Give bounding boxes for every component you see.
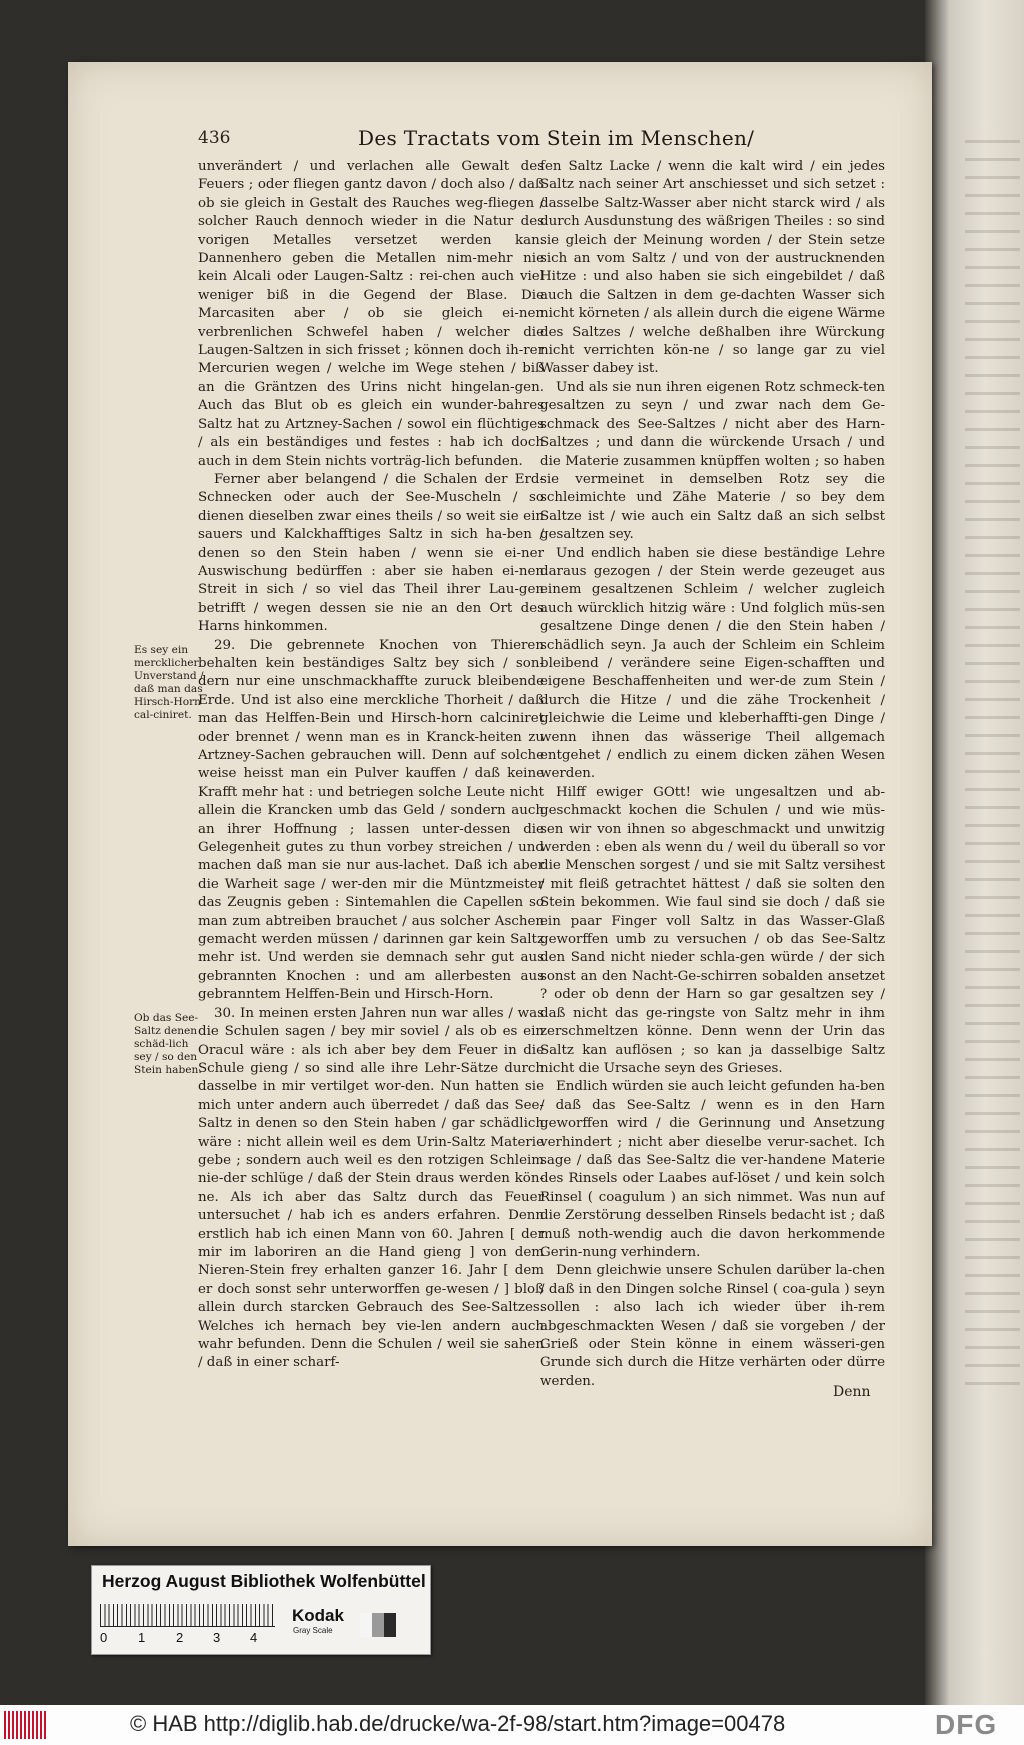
margin-note: Ob das See-Saltz denen schäd-lich sey / so den Stein haben.	[134, 1012, 202, 1076]
page-header	[198, 126, 778, 154]
paragraph: Denn gleichwie unsere Schulen darüber la-chen / daß in den Dingen solche Rinsel ( coa-gula ) seyn sollen : also lach ich wieder über ih-rem abgeschmackten Wesen / daß sie vorgeben / der Grieß oder Stein könne in einem wässeri-gen Grunde sich durch die Hitze verhärten oder dürre werden.	[540, 1263, 885, 1389]
paragraph: Und endlich haben sie diese beständige Lehre daraus gezogen / der Stein werde gezeuget aus einem gesaltzenen Schleim / welcher zugleich auch würcklich hitzig wäre : Und folglich müs-sen gesaltzene Dinge denen / die den Stein haben / schädlich seyn. Ja auch der Schleim ein Schleim bleibend / verändere seine Eigen-schafften und eigene Beschaffenheiten und wer-de zum Stein / durch die Hitze / und die zähe Trockenheit / gleichwie die Leime und kleberhaffti-gen Dinge / wenn ihnen das wässerige Theil allgemach entgehet / endlich zu einem dicken zähen Wesen werden.	[540, 545, 885, 782]
gray-patches	[360, 1613, 396, 1637]
ruler-number: 1	[138, 1630, 146, 1645]
book-page	[68, 62, 932, 1546]
margin-note: Es sey ein mercklicher Unverstand / daß man das Hirsch-Horn cal-ciniret.	[134, 644, 204, 721]
right-column	[540, 158, 885, 1398]
facing-page-edge	[925, 0, 1024, 1705]
paragraph: Endlich würden sie auch leicht gefunden ha-ben / daß das See-Saltz / wenn es in den Harn geworffen wird / die Gerinnung und Ansetzung verhindert ; nicht aber dieselbe verur-sachet. Ich sage / daß das See-Saltz die ver-handene Materie des Rinsels oder Laabes auf-löset / und kein solch Rinsel ( coagulum ) an sich nimmet. Was nun auf die Zerstörung desselben Rinsels bedacht ist ; daß muß noth-wendig auch die davon herkommende Gerin-nung verhindern.	[540, 1079, 885, 1260]
paragraph: 30. In meinen ersten Jahren nun war alles / was die Schulen sagen / bey mir soviel / als ob es ein Oracul wäre : als ich aber bey dem Feuer in die Schule gieng / so sind alle ihre Lehr-Sätze durch dasselbe in mir vertilget wor-den. Nun hatten sie mich unter andern auch überredet / daß das See-Saltz in denen so den Stein haben / gar schädlich wäre : nicht allein weil es dem Urin-Saltz Materie gebe ; sondern auch weil es den rotzigen Schleim nie-der schlüge / daß der Stein draus werden kön-ne. Als ich aber das Saltz durch das Feuer untersuchet / hab ich es anders erfahren. Denn erstlich hab ich einen Mann von 60. Jahren [ der mir im laboriren an die Hand gieng ] von dem Nieren-Stein frey erhalten ganzer 16. Jahr [ dem er doch sonst sehr unterworffen ge-wesen / ] bloß allein durch starcken Gebrauch des See-Saltzes. Welches ich hernach bey vie-len andern auch wahr befunden. Denn die Schulen / weil sie sahen / daß in einer scharf-	[198, 1005, 544, 1371]
ruler-number: 3	[213, 1630, 221, 1645]
paragraph: Hilff ewiger GOtt! wie ungesaltzen und ab-geschmackt kochen die Schulen / und wie müs-sen wir von ihnen so abgeschmackt und unwitzig werden : eben als wenn du / weil du überall so vor die Menschen sorgest / und sie mit Saltz versihest / mit fleiß getrachtet hättest / daß sie solten den Stein bekommen. Wie faul sind sie doch / daß sie ein paar Finger voll Saltz in das Wasser-Glaß geworffen umb zu versuchen / ob das See-Saltz den Sand nicht nieder schla-gen würde / der sich sonst an den Nacht-Ge-schirren sobalden ansetzet ? oder ob denn der Harn so gar gesaltzen sey / daß nicht das ge-ringste von Saltz mehr in ihm zerschmeltzen könne. Denn wenn der Urin das Saltz kan auflösen ; so kan ja dasselbige Saltz nicht die Ursache seyn des Grieses.	[540, 784, 885, 1076]
kodak-logo: Kodak	[292, 1606, 344, 1625]
catchword: Denn	[833, 1384, 871, 1400]
ruler-number: 0	[100, 1630, 108, 1645]
hab-logo-icon	[4, 1711, 46, 1739]
running-head: Des Tractats vom Stein im Menschen/	[358, 126, 755, 150]
left-column	[198, 158, 544, 1398]
paragraph: Ferner aber belangend / die Schalen der Erd-Schnecken oder auch der See-Muscheln / so dienen dieselben zwar eines theils / so weit sie ein sauers und Kalckhafftiges Saltz in sich ha-ben / denen so den Stein haben / wenn sie ei-ner Auswischung bedürffen : aber sie haben ei-nen Streit in sich / so viel das Theil ihrer Lau-gen betrifft / wegen dessen sie nie an den Ort des Harns hinkommen.	[198, 471, 544, 635]
library-color-scale-label	[91, 1565, 431, 1655]
paragraph: unverändert / und verlachen alle Gewalt des Feuers ; oder fliegen gantz davon / doch also / daß ob sie gleich in Gestalt des Rauches weg-fliegen / solcher Rauch dennoch wieder in die Natur des vorigen Metalles versetzet werden kan. Dannenhero geben die Metallen nim-mehr nie kein Alcali oder Laugen-Saltz : rei-chen auch viel weniger biß in die Gegend der Blase. Die Marcasiten aber / ob sie gleich ei-nen verbrenlichen Schwefel haben / welcher die Laugen-Saltzen in sich frisset ; können doch ih-rer Mercurien wegen / welche im Wege stehen / biß an die Gräntzen des Urins nicht hingelan-gen. Auch das Blut ob es gleich ein wunder-bahres Saltz hat zu Artzney-Sachen / sowol ein flüchtiges / als ein beständiges und festes : hab ich doch auch in dem Stein nichts vorträg-lich befunden.	[198, 159, 544, 469]
library-name: Herzog August Bibliothek Wolfenbüttel	[102, 1571, 426, 1591]
page-number: 436	[198, 128, 231, 148]
paragraph: fen Saltz Lacke / wenn die kalt wird / ein jedes Saltz nach seiner Art anschiesset und sich setzet : dasselbe Saltz-Wasser aber nicht starck wird / als durch Ausdunstung des wäßrigen Theiles : so sind sie gleich der Meinung worden / der Stein setze sich an vom Saltz / und von der austrucknenden Hitze : und also haben sie sich eingebildet / daß auch die Saltzen in dem ge-dachten Wasser sich nicht körneten / als allein durch die eigene Wärme des Saltzes / welche deßhalben ihre Würckung nicht verrichten kön-ne / so lange gar zu viel Wasser dabey ist.	[540, 159, 885, 377]
ruler-scale	[100, 1604, 275, 1627]
ruler-number: 4	[250, 1630, 258, 1645]
paragraph: Und als sie nun ihren eigenen Rotz schmeck-ten gesaltzen zu seyn / und zwar nach dem Ge-schmack des See-Saltzes / nicht aber des Harn-Saltzes ; und dann die würckende Ursach / und die Materie zusammen knüpffen wolten ; so haben sie vermeinet in demselben Rotz sey die schleimichte und Zähe Materie / so bey dem Saltze ist / wie auch ein Saltz daß an sich selbst gesaltzen sey.	[540, 379, 885, 543]
gray-scale-caption: Gray Scale	[293, 1626, 333, 1635]
paragraph: 29. Die gebrennete Knochen von Thieren behalten kein beständiges Saltz bey sich / son-dern nur eine unschmackhaffte zuruck bleibende Erde. Und ist also eine merckliche Thorheit / daß man das Helffen-Bein und Hirsch-horn calciniret oder brennet / wenn man es in Kranck-heiten zu Artzney-Sachen gebrauchen will. Denn auf solche weise heisst man ein Pulver kauffen / daß keine Krafft mehr hat : und betriegen solche Leute nicht allein die Krancken umb das Geld / sondern auch an ihrer Hoffnung ; lassen unter-dessen die Gelegenheit gutes zu thun vorbey streichen / und machen daß man sie nur aus-lachet. Daß ich aber die Warheit sage / wer-den mir die Müntzmeister das Zeugnis geben : Sintemahlen die Capellen so man zum abtreiben brauchet / aus solcher Aschen gemacht werden müssen / darinnen gar kein Saltz mehr ist. Und werden sie demnach sehr gut aus gebrannten Knochen : und am allerbesten aus gebranntem Helffen-Bein und Hirsch-Horn.	[198, 637, 544, 1003]
dfg-logo: DFG	[935, 1709, 998, 1740]
ruler-number: 2	[176, 1630, 184, 1645]
source-url[interactable]: © HAB http://diglib.hab.de/drucke/wa-2f-98/start.htm?image=00478	[130, 1711, 786, 1736]
viewer-footer	[0, 1705, 1024, 1745]
